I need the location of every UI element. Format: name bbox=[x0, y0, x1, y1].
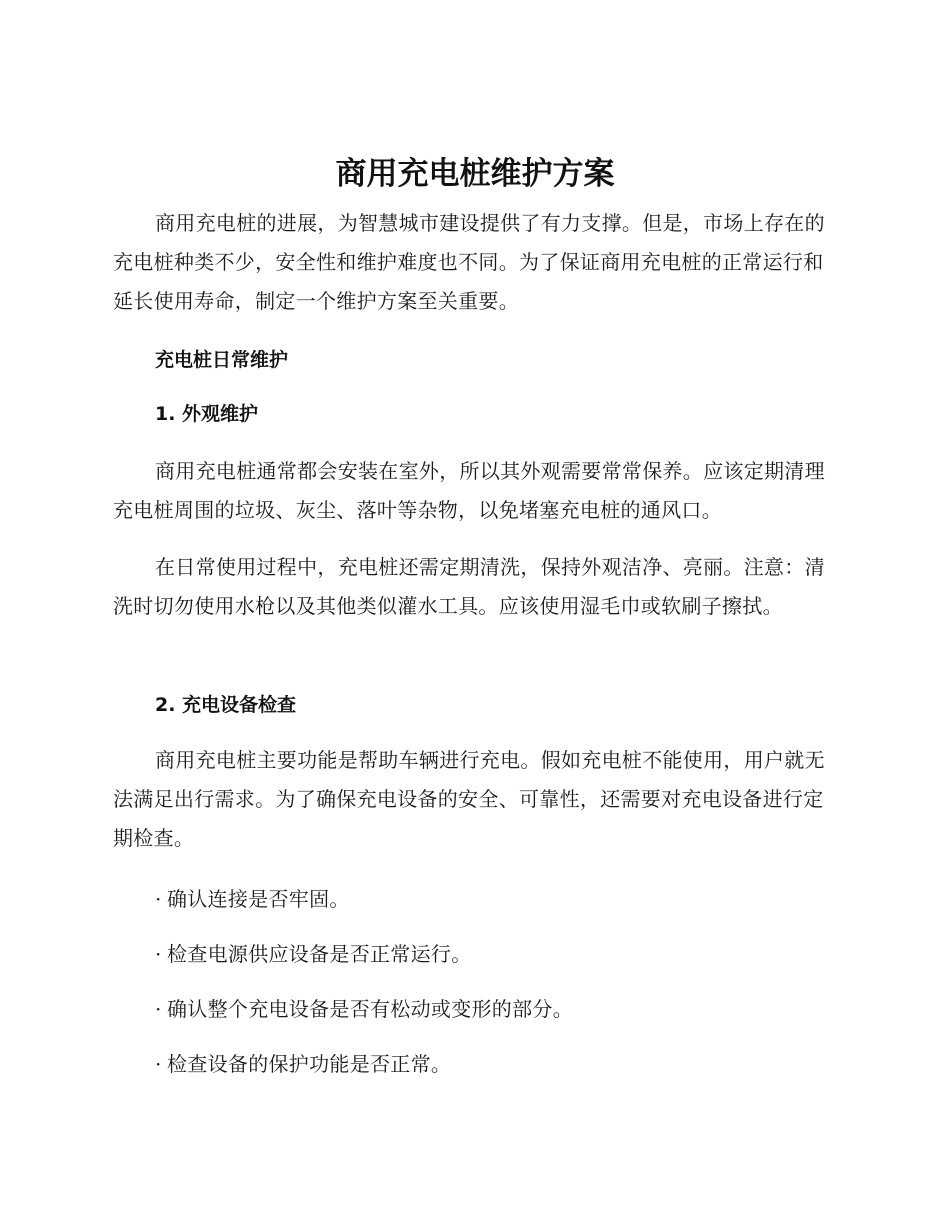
bullet-symbol: · bbox=[155, 942, 162, 966]
page-title: 商用充电桩维护方案 bbox=[335, 156, 615, 192]
bullet-symbol: · bbox=[155, 997, 162, 1021]
subsection-heading-inspection: 2. 充电设备检查 bbox=[155, 694, 297, 716]
intro-paragraph: 商用充电桩的进展，为智慧城市建设提供了有力支撑。但是，市场上存在的充电桩种类不少，安全性和维护难度也不同。为了保证商用充电桩的正常运行和延长使用寿命，制定一个维护方案至关重要。 bbox=[113, 211, 825, 313]
list-item-text: 确认整个充电设备是否有松动或变形的部分。 bbox=[167, 997, 573, 1021]
list-item-text: 确认连接是否牢固。 bbox=[167, 887, 350, 911]
list-item bbox=[155, 884, 350, 914]
appearance-paragraph-2: 在日常使用过程中，充电桩还需定期清洗，保持外观洁净、亮丽。注意：清洗时切勿使用水枪以及其他类似灌水工具。应该使用湿毛巾或软刷子擦拭。 bbox=[113, 555, 825, 618]
list-item-text: 检查电源供应设备是否正常运行。 bbox=[167, 942, 472, 966]
list-item bbox=[155, 994, 573, 1024]
list-item bbox=[155, 939, 472, 969]
section-heading: 充电桩日常维护 bbox=[155, 349, 289, 371]
inspection-paragraph: 商用充电桩主要功能是帮助车辆进行充电。假如充电桩不能使用，用户就无法满足出行需求。为了确保充电设备的安全、可靠性，还需要对充电设备进行定期检查。 bbox=[113, 748, 825, 850]
bullet-symbol: · bbox=[155, 1052, 162, 1076]
list-item-text: 检查设备的保护功能是否正常。 bbox=[167, 1052, 452, 1076]
subsection-heading-appearance: 1. 外观维护 bbox=[155, 403, 259, 425]
appearance-paragraph-1: 商用充电桩通常都会安装在室外，所以其外观需要常常保养。应该定期清理充电桩周围的垃圾、灰尘、落叶等杂物，以免堵塞充电桩的通风口。 bbox=[113, 459, 825, 522]
list-item bbox=[155, 1049, 451, 1079]
bullet-symbol: · bbox=[155, 887, 162, 911]
